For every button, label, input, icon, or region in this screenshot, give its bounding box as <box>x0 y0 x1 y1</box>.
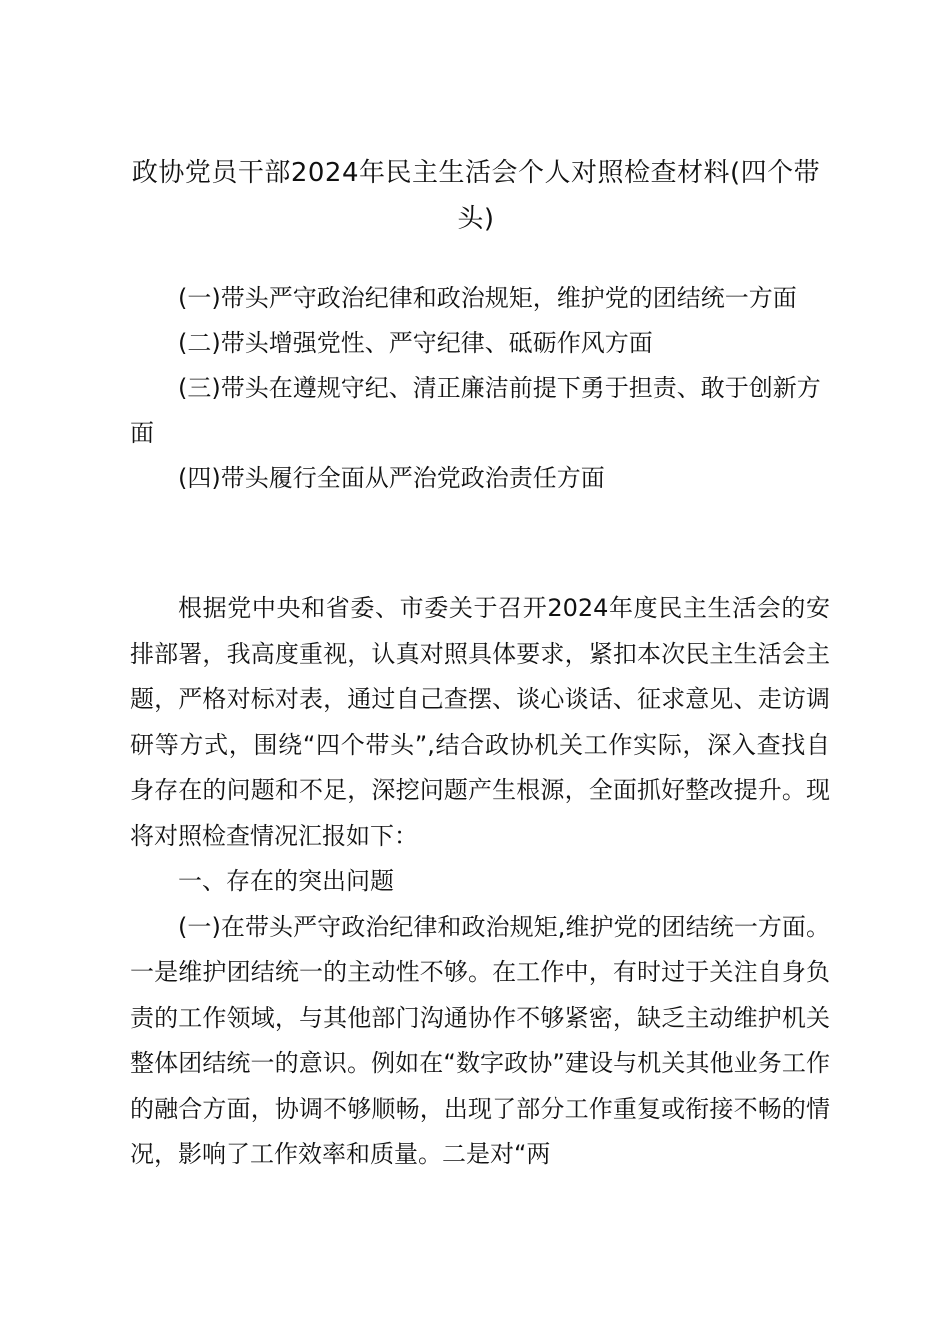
intro-paragraph: 根据党中央和省委、市委关于召开2024年度民主生活会的安排部署，我高度重视，认真对照具体要求，紧扣本次民主生活会主题，严格对标对表，通过自己查摆、谈心谈话、征求意见、走访调研等方式，围绕“四个带头”,结合政协机关工作实际，深入查找自身存在的问题和不足，深挖问题产生根源，全面抓好整改提升。现将对照检查情况汇报如下： <box>130 594 830 850</box>
document-title: 政协党员干部2024年民主生活会个人对照检查材料(四个带头) <box>131 158 821 234</box>
outline-item-1: (一)带头严守政治纪律和政治规矩，维护党的团结统一方面 <box>178 284 797 312</box>
outline-item-4: (四)带头履行全面从严治党政治责任方面 <box>178 464 605 492</box>
section-heading: 一、存在的突出问题 <box>178 867 394 895</box>
document-body <box>130 586 830 1178</box>
section-paragraph: (一)在带头严守政治纪律和政治规矩,维护党的团结统一方面。一是维护团结统一的主动性不够。在工作中，有时过于关注自身负责的工作领域，与其他部门沟通协作不够紧密，缺乏主动维护机关整体团结统一的意识。例如在“数字政协”建设与机关其他业务工作的融合方面，协调不够顺畅，出现了部分工作重复或衔接不畅的情况，影响了工作效率和质量。二是对“两 <box>130 912 830 1168</box>
outline-item-3: (三)带头在遵规守纪、清正廉洁前提下勇于担责、敢于创新方面 <box>130 374 821 447</box>
outline-item-2: (二)带头增强党性、严守纪律、砥砺作风方面 <box>178 329 653 357</box>
outline-list <box>130 276 830 501</box>
